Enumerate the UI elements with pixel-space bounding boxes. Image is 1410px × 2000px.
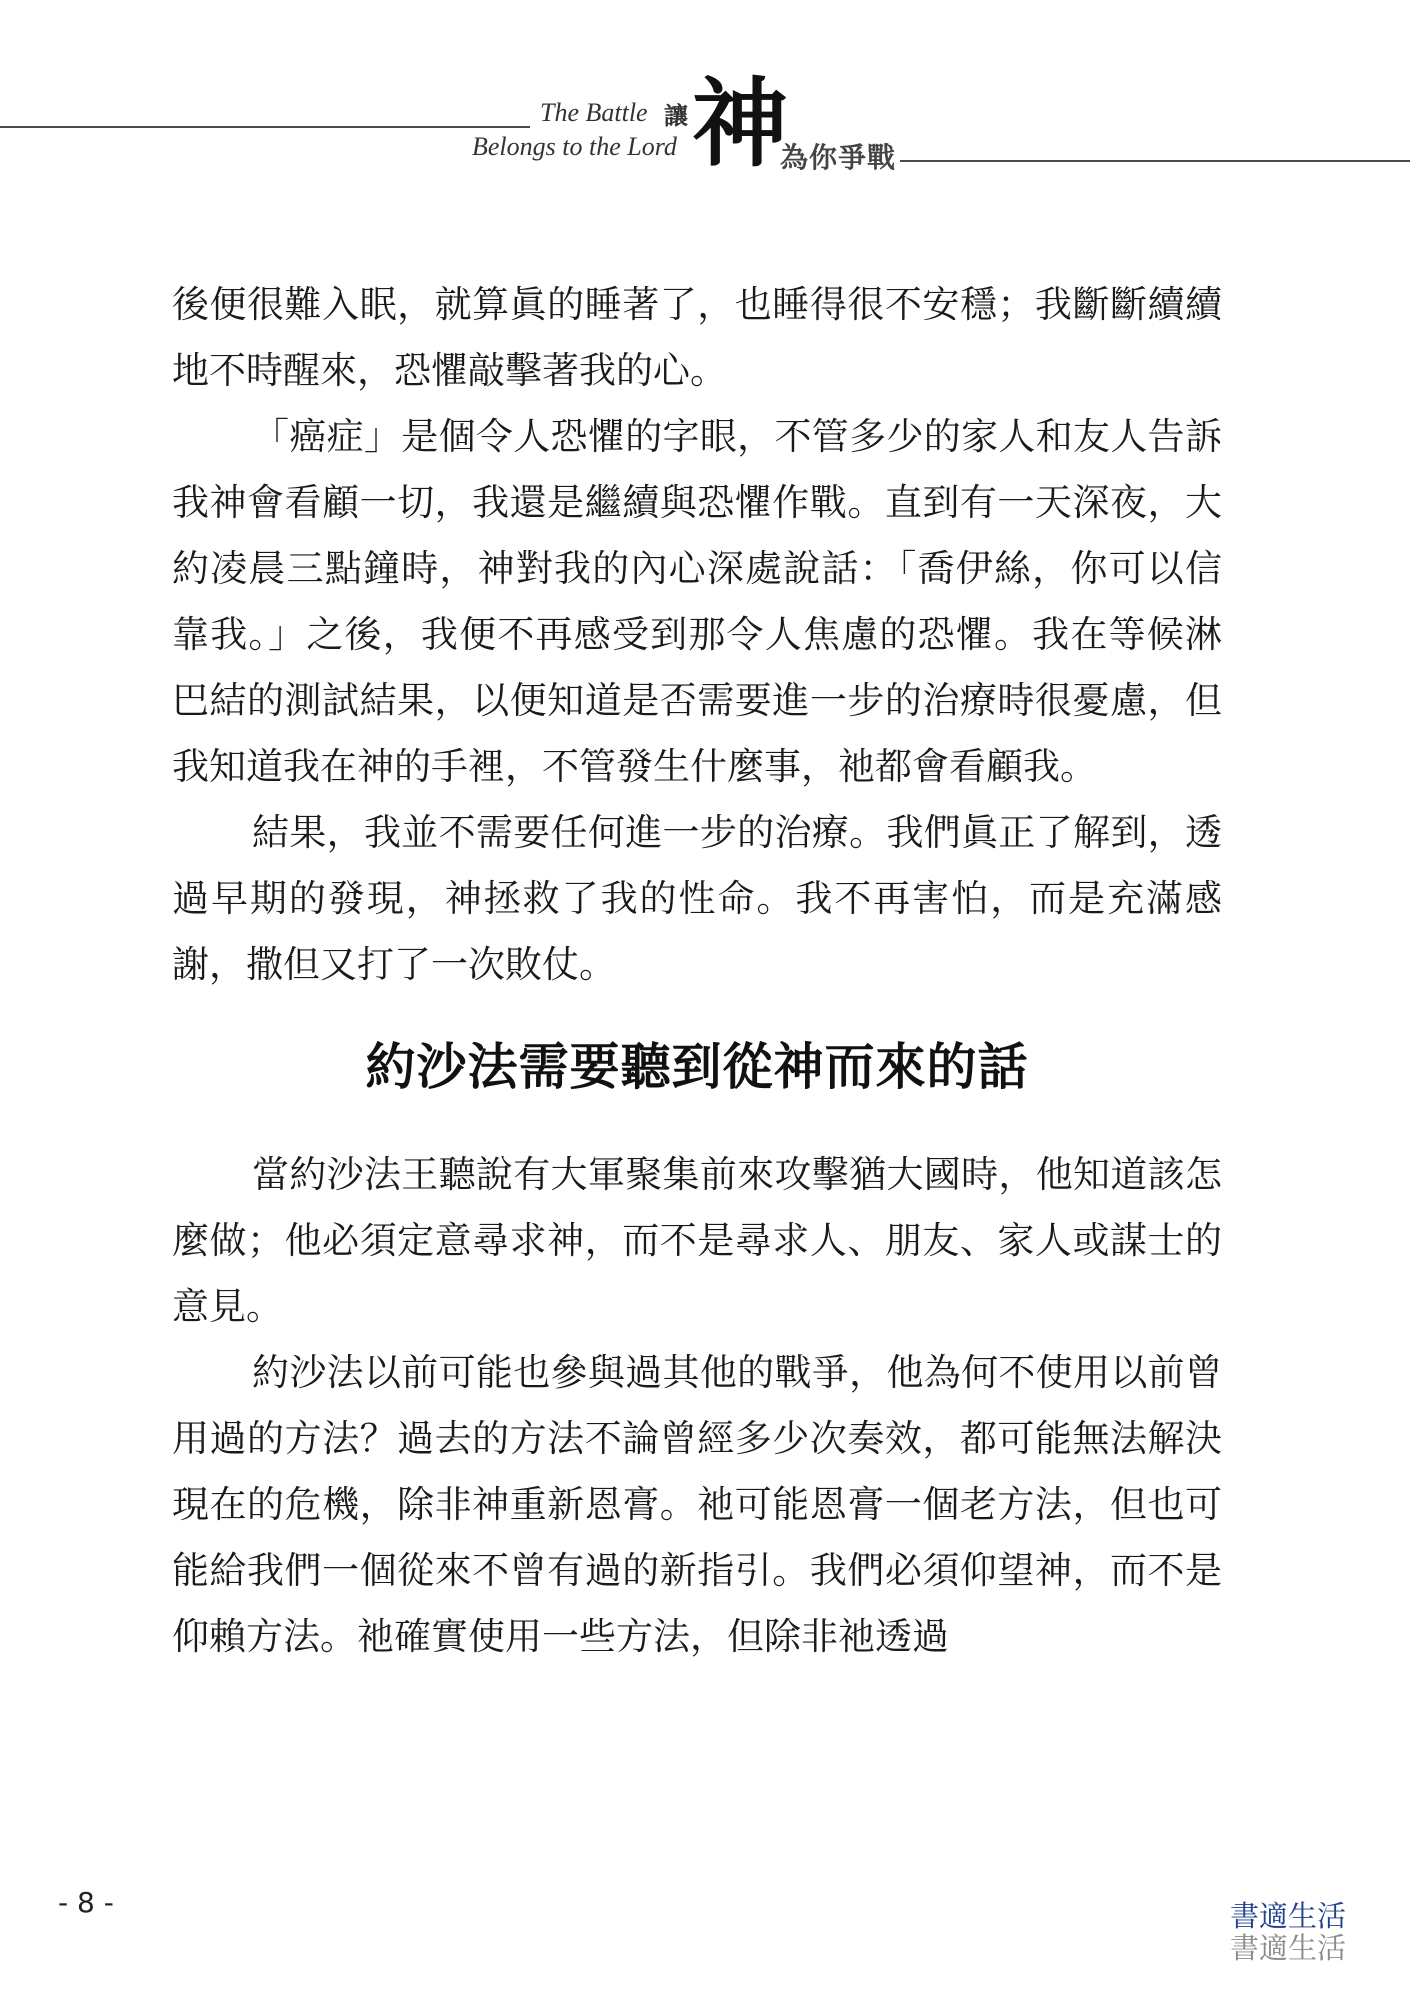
- header-rule-left: [0, 126, 530, 128]
- header-chinese-calligraphy-character: 神: [692, 67, 788, 180]
- paragraph: 結果，我並不需要任何進一步的治療。我們眞正了解到，透過早期的發現，神拯救了我的性命。我不再害怕，而是充滿感謝，撒但又打了一次敗仗。: [172, 811, 1222, 986]
- page-body: [172, 272, 1222, 1670]
- paragraph: 後便很難入眠，就算眞的睡著了，也睡得很不安穩；我斷斷續續地不時醒來，恐懼敲擊著我的心。: [172, 283, 1222, 392]
- running-header: [0, 67, 1410, 180]
- section-heading: 約沙法需要聽到從神而來的話: [365, 1038, 1029, 1096]
- header-rule-right: [900, 160, 1410, 162]
- paragraph: 約沙法以前可能也參與過其他的戰爭，他為何不使用以前曾用過的方法？過去的方法不論曾經多少次奏效，都可能無法解決現在的危機，除非神重新恩膏。祂可能恩膏一個老方法，但也可能給我們一個從來不曾有過的新指引。我們必須仰望神，而不是仰賴方法。祂確實使用一些方法，但除非祂透過: [172, 1351, 1222, 1658]
- paragraph: 「癌症」是個令人恐懼的字眼，不管多少的家人和友人告訴我神會看顧一切，我還是繼續與恐懼作戰。直到有一天深夜，大約凌晨三點鐘時，神對我的內心深處說話：「喬伊絲，你可以信靠我。」之後，我便不再感受到那令人焦慮的恐懼。我在等候淋巴結的測試結果，以便知道是否需要進一步的治療時很憂慮，但我知道我在神的手裡，不管發生什麼事，祂都會看顧我。: [172, 415, 1222, 788]
- brand-name-primary: 書適生活: [1230, 1899, 1347, 1933]
- publisher-brand: [1230, 1900, 1350, 1964]
- paragraph: 當約沙法王聽說有大軍聚集前來攻擊猶大國時，他知道該怎麼做；他必須定意尋求神，而不是尋求人、朋友、家人或謀士的意見。: [172, 1153, 1222, 1328]
- header-chinese-prefix: 讓: [664, 102, 688, 130]
- page-number: - 8 -: [58, 1886, 114, 1919]
- header-english-title-line1: The Battle: [540, 98, 648, 127]
- header-chinese-suffix: 為你爭戰: [780, 141, 897, 174]
- header-english-title-line2: Belongs to the Lord: [472, 132, 677, 161]
- brand-name-secondary: 書適生活: [1230, 1931, 1347, 1965]
